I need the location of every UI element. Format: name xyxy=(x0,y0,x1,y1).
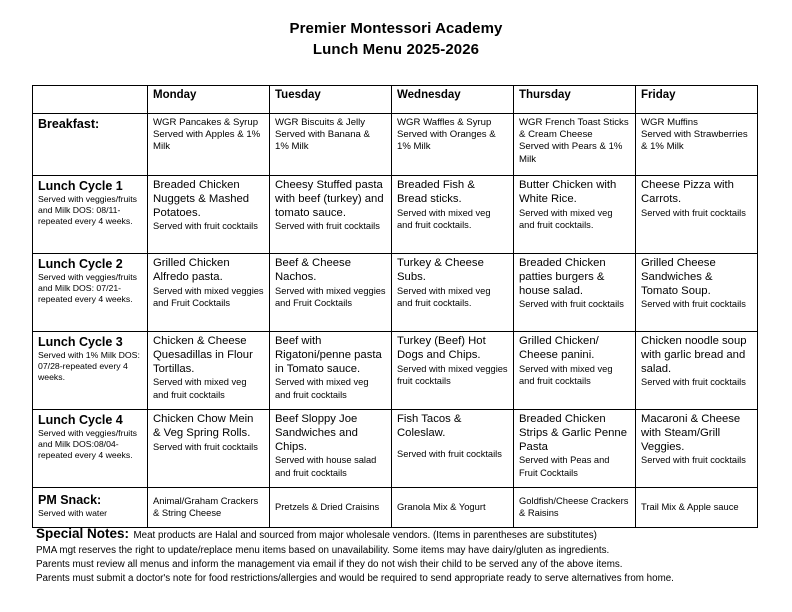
cell-main-text: Fish Tacos & Coleslaw. xyxy=(397,413,462,439)
cell-main-text: Grilled Chicken/ Cheese panini. xyxy=(519,335,599,361)
row-label-subtext: Served with 1% Milk DOS: 07/28-repeated every 4 weeks. xyxy=(38,350,140,383)
cell-sub-text: Served with Apples & 1% Milk xyxy=(153,129,261,153)
cell-sub-text: Served with Peas and Fruit Cocktails xyxy=(519,455,610,478)
cell-cycle3-monday xyxy=(148,332,270,410)
cell-main-text: Animal/Graham Crackers & String Cheese xyxy=(153,495,259,518)
cell-sub-text: Served with fruit cocktails xyxy=(641,377,746,388)
cell-cycle1-friday xyxy=(636,176,758,254)
cell-main-text: WGR Pancakes & Syrup xyxy=(153,117,259,128)
cell-breakfast-friday xyxy=(636,114,758,176)
cell-main-text: Beef & Cheese Nachos. xyxy=(275,257,351,283)
cell-cycle1-thursday xyxy=(514,176,636,254)
cell-snack-wednesday xyxy=(392,488,514,528)
cell-main-text: WGR French Toast Sticks & Cream Cheese xyxy=(519,117,629,141)
cell-main-text: Turkey & Cheese Subs. xyxy=(397,257,484,283)
lunch-menu-table xyxy=(32,85,758,528)
row-label-title: Breakfast: xyxy=(38,117,100,131)
cell-sub-text: Served with Banana & 1% Milk xyxy=(275,129,370,153)
cell-sub-text: Served with house salad and fruit cocktails xyxy=(275,455,377,478)
cell-sub-text: Served with fruit cocktails xyxy=(153,221,258,232)
cell-main-text: WGR Waffles & Syrup xyxy=(397,117,492,128)
header-corner-blank xyxy=(33,86,148,114)
cell-main-text: Trail Mix & Apple sauce xyxy=(641,501,739,512)
cell-breakfast-wednesday xyxy=(392,114,514,176)
title-line-menu-year: Lunch Menu 2025-2026 xyxy=(312,41,480,58)
cell-sub-text: Served with Oranges & 1% Milk xyxy=(397,129,496,153)
cell-sub-text: Served with mixed veg and fruit cocktails. xyxy=(397,207,491,230)
document-title xyxy=(0,18,792,60)
special-notes-line-3: Parents must submit a doctor's note for food restrictions/allergies and would be required to send appropriate ready to serve alternatives from home. xyxy=(36,573,674,584)
cell-cycle3-tuesday xyxy=(270,332,392,410)
cell-cycle2-thursday xyxy=(514,254,636,332)
cell-breakfast-monday xyxy=(148,114,270,176)
row-label-title: PM Snack: xyxy=(38,493,102,507)
cell-sub-text: Served with fruit cocktails xyxy=(641,207,746,218)
cell-breakfast-tuesday xyxy=(270,114,392,176)
cell-cycle4-thursday xyxy=(514,410,636,488)
cell-sub-text: Served with fruit cocktails xyxy=(519,299,624,310)
cell-cycle4-monday xyxy=(148,410,270,488)
cell-cycle3-thursday xyxy=(514,332,636,410)
cell-main-text: Chicken Chow Mein & Veg Spring Rolls. xyxy=(153,413,254,439)
cell-cycle1-wednesday xyxy=(392,176,514,254)
special-notes-heading: Special Notes: xyxy=(36,526,130,541)
cell-main-text: Grilled Chicken Alfredo pasta. xyxy=(153,257,230,283)
cell-main-text: Grilled Cheese Sandwiches & Tomato Soup. xyxy=(641,257,716,297)
special-notes-line-2: Parents must review all menus and inform the management via email if they do not wish their child to be served any of the above items. xyxy=(36,559,623,570)
cell-main-text: Chicken noodle soup with garlic bread and salad. xyxy=(641,335,747,375)
cell-main-text: Beef Sloppy Joe Sandwiches and Chips. xyxy=(275,413,358,453)
cell-cycle4-tuesday xyxy=(270,410,392,488)
special-notes-line-1: PMA mgt reserves the right to update/replace menu items based on unavailability. Some items may have dairy/gluten as ingredients. xyxy=(36,545,610,556)
table-row-lunch-cycle-4 xyxy=(33,410,758,488)
cell-main-text: Breaded Chicken patties burgers & house salad. xyxy=(519,257,606,297)
table-header-row xyxy=(33,86,758,114)
cell-cycle4-wednesday xyxy=(392,410,514,488)
special-notes-first-line xyxy=(36,526,766,544)
cell-sub-text: Served with fruit cocktails xyxy=(397,448,502,459)
cell-main-text: Cheesy Stuffed pasta with beef (turkey) and tomato sauce. xyxy=(275,179,384,219)
cell-sub-text: Served with mixed veggies and Fruit Cocktails xyxy=(153,285,264,308)
cell-sub-text: Served with mixed veg and fruit cocktails xyxy=(153,377,247,400)
table-row-breakfast xyxy=(33,114,758,176)
table-row-lunch-cycle-3 xyxy=(33,332,758,410)
special-notes-section xyxy=(36,526,766,586)
cell-sub-text: Served with mixed veg and fruit cocktails xyxy=(519,363,613,386)
row-label-title: Lunch Cycle 4 xyxy=(38,413,123,427)
row-label-breakfast xyxy=(33,114,148,176)
cell-cycle2-tuesday xyxy=(270,254,392,332)
cell-snack-friday xyxy=(636,488,758,528)
cell-main-text: Turkey (Beef) Hot Dogs and Chips. xyxy=(397,335,486,361)
cell-cycle1-tuesday xyxy=(270,176,392,254)
row-label-title: Lunch Cycle 3 xyxy=(38,335,123,349)
cell-main-text: Beef with Rigatoni/penne pasta in Tomato sauce. xyxy=(275,335,382,375)
cell-cycle4-friday xyxy=(636,410,758,488)
cell-snack-monday xyxy=(148,488,270,528)
header-tuesday: Tuesday xyxy=(270,86,392,114)
header-monday: Monday xyxy=(148,86,270,114)
row-label-lunch-cycle-4 xyxy=(33,410,148,488)
cell-sub-text: Served with mixed veg and fruit cocktails. xyxy=(397,285,491,308)
header-thursday: Thursday xyxy=(514,86,636,114)
row-label-lunch-cycle-1 xyxy=(33,176,148,254)
row-label-subtext: Served with veggies/fruits and Milk DOS: 07/21-repeated every 4 weeks. xyxy=(38,272,137,305)
cell-main-text: Goldfish/Cheese Crackers & Raisins xyxy=(519,495,629,518)
table-row-lunch-cycle-2 xyxy=(33,254,758,332)
cell-main-text: Chicken & Cheese Quesadillas in Flour Tortillas. xyxy=(153,335,253,375)
cell-sub-text: Served with fruit cocktails xyxy=(153,441,258,452)
cell-sub-text: Served with Pears & 1% Milk xyxy=(519,141,623,165)
cell-sub-text: Served with Strawberries & 1% Milk xyxy=(641,129,748,153)
row-label-subtext: Served with veggies/fruits and Milk DOS:08/04-repeated every 4 weeks. xyxy=(38,428,137,461)
cell-cycle3-friday xyxy=(636,332,758,410)
cell-cycle3-wednesday xyxy=(392,332,514,410)
cell-sub-text: Served with mixed veg and fruit cocktails. xyxy=(519,207,613,230)
header-wednesday: Wednesday xyxy=(392,86,514,114)
cell-main-text: Macaroni & Cheese with Steam/Grill Veggies. xyxy=(641,413,741,453)
row-label-title: Lunch Cycle 2 xyxy=(38,257,123,271)
cell-main-text: WGR Biscuits & Jelly xyxy=(275,117,366,128)
cell-main-text: Breaded Chicken Strips & Garlic Penne Pasta xyxy=(519,413,627,453)
cell-sub-text: Served with fruit cocktails xyxy=(275,221,380,232)
cell-cycle2-wednesday xyxy=(392,254,514,332)
row-label-subtext: Served with veggies/fruits and Milk DOS: 08/11-repeated every 4 weeks. xyxy=(38,194,137,227)
cell-sub-text: Served with mixed veggies and Fruit Cocktails xyxy=(275,285,386,308)
title-line-school: Premier Montessori Academy xyxy=(289,20,503,37)
row-label-title: Lunch Cycle 1 xyxy=(38,179,123,193)
header-friday: Friday xyxy=(636,86,758,114)
cell-breakfast-thursday xyxy=(514,114,636,176)
cell-cycle1-monday xyxy=(148,176,270,254)
special-notes-intro: Meat products are Halal and sourced from major wholesale vendors. (Items in parentheses are substitutes) xyxy=(133,530,597,541)
cell-snack-tuesday xyxy=(270,488,392,528)
row-label-pm-snack xyxy=(33,488,148,528)
cell-main-text: Pretzels & Dried Craisins xyxy=(275,501,380,512)
cell-cycle2-monday xyxy=(148,254,270,332)
cell-main-text: WGR Muffins xyxy=(641,117,698,128)
cell-snack-thursday xyxy=(514,488,636,528)
cell-cycle2-friday xyxy=(636,254,758,332)
cell-main-text: Granola Mix & Yogurt xyxy=(397,501,486,512)
cell-sub-text: Served with mixed veg and fruit cocktails xyxy=(275,377,369,400)
cell-sub-text: Served with fruit cocktails xyxy=(641,299,746,310)
table-row-lunch-cycle-1 xyxy=(33,176,758,254)
cell-sub-text: Served with mixed veggies fruit cocktails xyxy=(397,363,508,386)
cell-spacer xyxy=(397,441,508,448)
row-label-lunch-cycle-2 xyxy=(33,254,148,332)
row-label-lunch-cycle-3 xyxy=(33,332,148,410)
cell-main-text: Cheese Pizza with Carrots. xyxy=(641,179,734,205)
cell-main-text: Breaded Chicken Nuggets & Mashed Potatoes. xyxy=(153,179,250,219)
cell-main-text: Breaded Fish & Bread sticks. xyxy=(397,179,475,205)
row-label-subtext: Served with water xyxy=(38,508,108,518)
table-row-pm-snack xyxy=(33,488,758,528)
cell-main-text: Butter Chicken with White Rice. xyxy=(519,179,617,205)
cell-sub-text: Served with fruit cocktails xyxy=(641,455,746,466)
